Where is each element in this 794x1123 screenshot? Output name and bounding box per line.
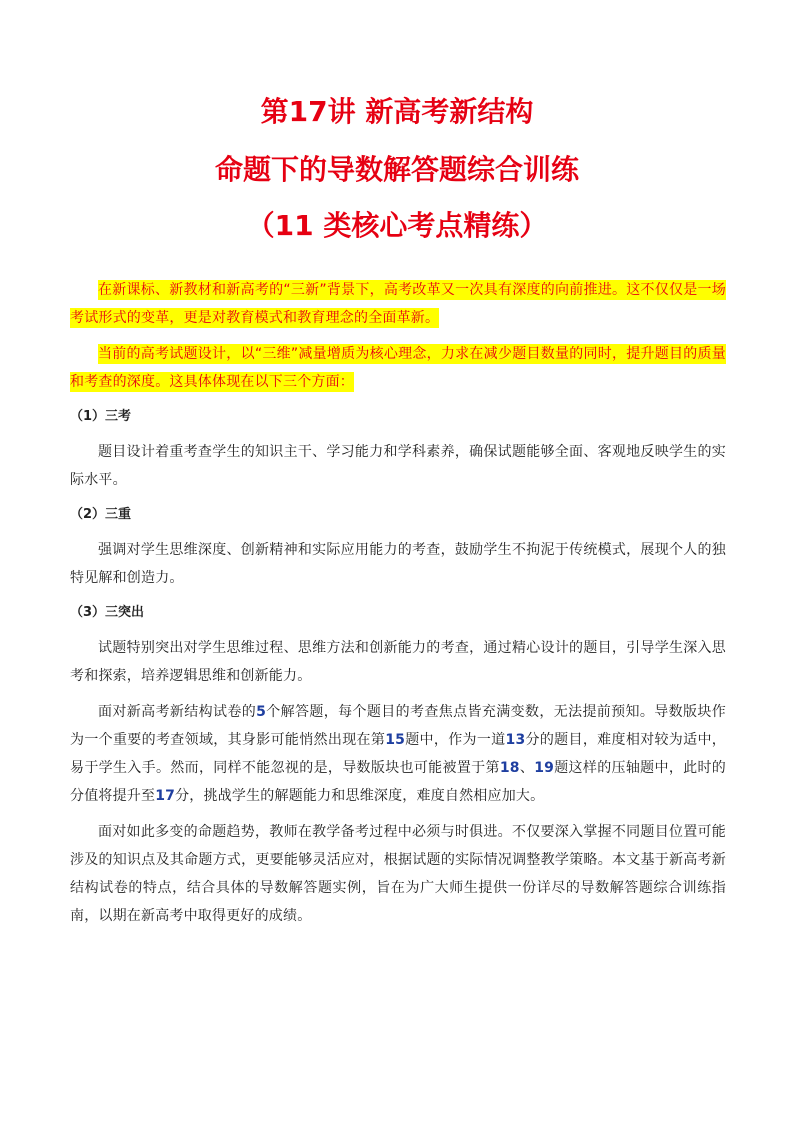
document-body [70, 276, 726, 938]
number-13: 13 [505, 732, 526, 748]
section-body-san-kao: 题目设计着重考查学生的知识主干、学习能力和学科素养，确保试题能够全面、客观地反映学生的实际水平。 [70, 444, 726, 488]
section-body-san-zhong: 强调对学生思维深度、创新精神和实际应用能力的考查，鼓励学生不拘泥于传统模式，展现个人的独特见解和创造力。 [70, 542, 726, 586]
text-run: 题中，作为一道 [405, 732, 506, 748]
text-run: 题这样的压轴题中，此时的分值将提升至 [70, 760, 727, 804]
section-heading-san-zhong: （2）三重 [70, 507, 132, 522]
number-5: 5 [256, 704, 267, 720]
section-heading-san-tuchu: （3）三突出 [70, 605, 145, 620]
text-run: 、 [519, 760, 535, 776]
intro-paragraph-2 [70, 340, 726, 396]
paragraph-exam-structure [70, 698, 726, 810]
title-line-3: （11 类核心考点精练） [246, 209, 548, 242]
text-run: 面对新高考新结构试卷的 [98, 704, 257, 720]
paragraph-teaching-strategy: 面对如此多变的命题趋势，教师在教学备考过程中必须与时俱进。不仅要深入掌握不同题目位置可能涉及的知识点及其命题方式，更要能够灵活应对，根据试题的实际情况调整教学策略。本文基于新高考新结构试卷的特点，结合具体的导数解答题实例，旨在为广大师生提供一份详尽的导数解答题综合训练指南，以期在新高考中取得更好的成绩。 [70, 824, 726, 924]
number-15: 15 [385, 732, 406, 748]
number-17: 17 [155, 788, 176, 804]
highlighted-text: 在新课标、新教材和新高考的“三新”背景下，高考改革又一次具有深度的向前推进。这不仅仅是一场考试形式的变革，更是对教育模式和教育理念的全面革新。 [70, 282, 726, 326]
number-19: 19 [534, 760, 555, 776]
intro-paragraph-1 [70, 276, 726, 332]
section-heading-san-kao: （1）三考 [70, 409, 132, 424]
title-line-1: 第17讲 新高考新结构 [260, 95, 534, 128]
text-run: 分，挑战学生的解题能力和思维深度，难度自然相应加大。 [175, 788, 545, 804]
highlighted-text: 当前的高考试题设计，以“三维”减量增质为核心理念，力求在减少题目数量的同时，提升题目的质量和考查的深度。这具体体现在以下三个方面： [70, 346, 726, 390]
section-body-san-tuchu: 试题特别突出对学生思维过程、思维方法和创新能力的考查，通过精心设计的题目，引导学生深入思考和探索，培养逻辑思维和创新能力。 [70, 640, 726, 684]
text-run: 个解答题，每个题目的考查焦点皆充满变数，无法提前预知。导数版块作为一个重要的考查领域，其身影可能悄然出现在第 [70, 704, 726, 748]
text-run: 分的题目，难度相对较为适中，易于学生入手。然而，同样不能忽视的是，导数版块也可能被置于第 [70, 732, 726, 776]
number-18: 18 [499, 760, 520, 776]
title-line-2: 命题下的导数解答题综合训练 [214, 153, 579, 186]
